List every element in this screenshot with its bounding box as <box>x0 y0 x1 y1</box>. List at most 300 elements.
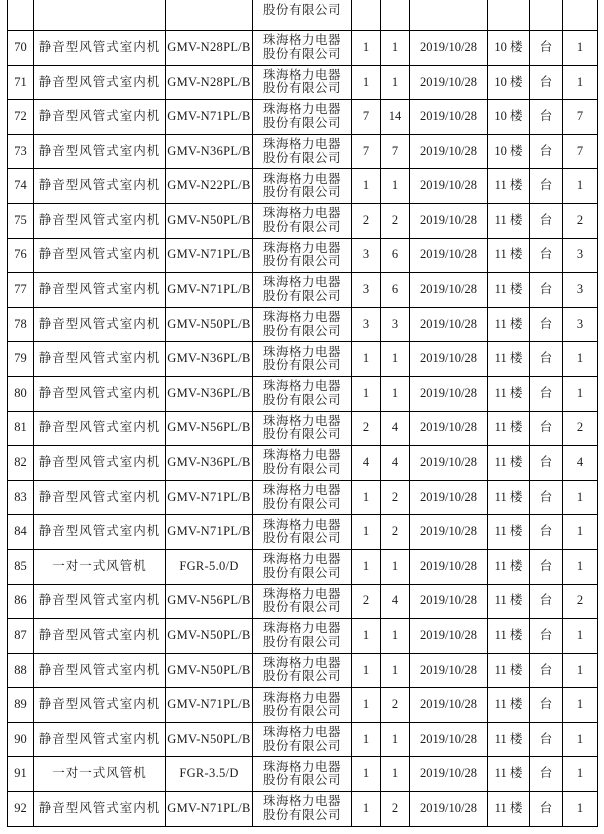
cell-date: 2019/10/28 <box>410 169 488 204</box>
cell-qty-a: 1 <box>352 376 381 411</box>
table-row <box>8 342 598 377</box>
cell-model: GMV-N22PL/B <box>166 169 253 204</box>
cell-model: GMV-N71PL/B <box>166 273 253 308</box>
cell-manufacturer <box>253 342 352 377</box>
cell-no: 70 <box>8 31 34 66</box>
cell-qty-b <box>381 0 410 31</box>
continued-row <box>8 0 598 31</box>
cell-unit: 台 <box>530 480 563 515</box>
manufacturer-line2: 股份有限公司 <box>262 531 341 546</box>
cell-qty-c: 1 <box>563 480 598 515</box>
manufacturer-line1: 珠海格力电器 <box>262 759 341 774</box>
cell-name: 静音型风管式室内机 <box>34 722 166 757</box>
cell-name: 静音型风管式室内机 <box>34 238 166 273</box>
manufacturer-line2: 股份有限公司 <box>262 81 341 96</box>
cell-floor: 11 楼 <box>488 515 530 550</box>
manufacturer-line1: 珠海格力电器 <box>262 67 341 82</box>
cell-name: 静音型风管式室内机 <box>34 342 166 377</box>
cell-floor: 11 楼 <box>488 792 530 827</box>
cell-name: 一对一式风管机 <box>34 549 166 584</box>
manufacturer-line1: 珠海格力电器 <box>262 33 341 48</box>
cell-qty-c: 1 <box>563 376 598 411</box>
cell-model: GMV-N36PL/B <box>166 342 253 377</box>
cell-date: 2019/10/28 <box>410 65 488 100</box>
cell-qty-b: 4 <box>381 446 410 481</box>
table-row <box>8 273 598 308</box>
cell-qty-b: 2 <box>381 480 410 515</box>
cell-qty-b: 3 <box>381 307 410 342</box>
cell-model: GMV-N36PL/B <box>166 134 253 169</box>
cell-manufacturer <box>253 169 352 204</box>
cell-name: 静音型风管式室内机 <box>34 688 166 723</box>
cell-qty-c: 1 <box>563 757 598 792</box>
table-row <box>8 480 598 515</box>
cell-name: 静音型风管式室内机 <box>34 203 166 238</box>
cell-floor: 11 楼 <box>488 584 530 619</box>
manufacturer-line2: 股份有限公司 <box>262 392 341 407</box>
manufacturer-line2: 股份有限公司 <box>262 496 341 511</box>
cell-model: FGR-3.5/D <box>166 757 253 792</box>
cell-date: 2019/10/28 <box>410 757 488 792</box>
cell-date: 2019/10/28 <box>410 238 488 273</box>
cell-model: GMV-N71PL/B <box>166 480 253 515</box>
cell-name: 静音型风管式室内机 <box>34 653 166 688</box>
cell-qty-a: 1 <box>352 31 381 66</box>
cell-name: 静音型风管式室内机 <box>34 411 166 446</box>
cell-name: 静音型风管式室内机 <box>34 169 166 204</box>
cell-manufacturer <box>253 65 352 100</box>
cell-floor: 11 楼 <box>488 757 530 792</box>
cell-no: 87 <box>8 619 34 654</box>
cell-date: 2019/10/28 <box>410 203 488 238</box>
cell-model: GMV-N36PL/B <box>166 376 253 411</box>
cell-qty-a: 1 <box>352 65 381 100</box>
cell-qty-c: 1 <box>563 653 598 688</box>
cell-manufacturer <box>253 376 352 411</box>
cell-manufacturer <box>253 446 352 481</box>
manufacturer-line1: 珠海格力电器 <box>262 275 341 290</box>
cell-qty-a: 4 <box>352 446 381 481</box>
cell-date: 2019/10/28 <box>410 342 488 377</box>
manufacturer-line1: 珠海格力电器 <box>262 137 341 152</box>
cell-qty-c: 1 <box>563 65 598 100</box>
cell-no: 71 <box>8 65 34 100</box>
cell-unit: 台 <box>530 203 563 238</box>
cell-no: 88 <box>8 653 34 688</box>
cell-no: 85 <box>8 549 34 584</box>
manufacturer-line1: 珠海格力电器 <box>262 586 341 601</box>
cell-qty-c: 7 <box>563 100 598 135</box>
cell-unit <box>530 0 563 31</box>
cell-qty-c: 7 <box>563 134 598 169</box>
manufacturer-line2: 股份有限公司 <box>262 704 341 719</box>
cell-qty-c: 1 <box>563 792 598 827</box>
table-row <box>8 65 598 100</box>
cell-qty-c: 1 <box>563 31 598 66</box>
cell-qty-c: 1 <box>563 722 598 757</box>
cell-no: 77 <box>8 273 34 308</box>
cell-manufacturer <box>253 0 352 31</box>
cell-unit: 台 <box>530 65 563 100</box>
table-row <box>8 376 598 411</box>
cell-qty-a: 1 <box>352 688 381 723</box>
cell-no: 76 <box>8 238 34 273</box>
cell-floor: 11 楼 <box>488 307 530 342</box>
cell-qty-b: 7 <box>381 134 410 169</box>
table-row <box>8 722 598 757</box>
cell-qty-c: 1 <box>563 169 598 204</box>
cell-date: 2019/10/28 <box>410 446 488 481</box>
cell-date: 2019/10/28 <box>410 100 488 135</box>
cell-date: 2019/10/28 <box>410 134 488 169</box>
cell-unit: 台 <box>530 446 563 481</box>
table-row <box>8 169 598 204</box>
cell-floor <box>488 0 530 31</box>
manufacturer-line1: 珠海格力电器 <box>262 483 341 498</box>
cell-unit: 台 <box>530 688 563 723</box>
cell-name: 静音型风管式室内机 <box>34 376 166 411</box>
cell-manufacturer <box>253 688 352 723</box>
cell-name: 静音型风管式室内机 <box>34 792 166 827</box>
cell-floor: 11 楼 <box>488 480 530 515</box>
manufacturer-line1: 珠海格力电器 <box>262 690 341 705</box>
manufacturer-line2: 股份有限公司 <box>262 115 341 130</box>
cell-name: 静音型风管式室内机 <box>34 100 166 135</box>
table-row <box>8 203 598 238</box>
cell-floor: 10 楼 <box>488 31 530 66</box>
cell-unit: 台 <box>530 307 563 342</box>
table-row <box>8 549 598 584</box>
table-row <box>8 411 598 446</box>
cell-qty-a: 1 <box>352 549 381 584</box>
cell-qty-b: 1 <box>381 619 410 654</box>
table-row <box>8 688 598 723</box>
manufacturer-line2: 股份有限公司 <box>262 288 341 303</box>
cell-manufacturer <box>253 549 352 584</box>
cell-model: GMV-N56PL/B <box>166 411 253 446</box>
cell-floor: 11 楼 <box>488 688 530 723</box>
cell-qty-c: 3 <box>563 273 598 308</box>
cell-manufacturer <box>253 792 352 827</box>
cell-model: GMV-N50PL/B <box>166 653 253 688</box>
cell-manufacturer <box>253 31 352 66</box>
cell-date: 2019/10/28 <box>410 722 488 757</box>
cell-name: 静音型风管式室内机 <box>34 619 166 654</box>
manufacturer-line1: 珠海格力电器 <box>262 655 341 670</box>
cell-no: 72 <box>8 100 34 135</box>
cell-unit: 台 <box>530 757 563 792</box>
cell-qty-b: 1 <box>381 722 410 757</box>
cell-unit: 台 <box>530 792 563 827</box>
cell-name <box>34 0 166 31</box>
cell-name: 静音型风管式室内机 <box>34 515 166 550</box>
cell-unit: 台 <box>530 31 563 66</box>
cell-qty-a: 3 <box>352 273 381 308</box>
cell-unit: 台 <box>530 342 563 377</box>
cell-date <box>410 0 488 31</box>
cell-manufacturer <box>253 619 352 654</box>
cell-name: 静音型风管式室内机 <box>34 273 166 308</box>
cell-no: 81 <box>8 411 34 446</box>
cell-date: 2019/10/28 <box>410 273 488 308</box>
manufacturer-line2: 股份有限公司 <box>262 150 341 165</box>
manufacturer-line2: 股份有限公司 <box>262 565 341 580</box>
cell-qty-c: 1 <box>563 549 598 584</box>
table-row <box>8 100 598 135</box>
cell-model: GMV-N28PL/B <box>166 65 253 100</box>
cell-unit: 台 <box>530 273 563 308</box>
cell-unit: 台 <box>530 619 563 654</box>
cell-model: GMV-N50PL/B <box>166 307 253 342</box>
cell-model: GMV-N71PL/B <box>166 515 253 550</box>
cell-qty-c: 3 <box>563 307 598 342</box>
manufacturer-line2: 股份有限公司 <box>262 219 341 234</box>
cell-date: 2019/10/28 <box>410 549 488 584</box>
cell-floor: 11 楼 <box>488 238 530 273</box>
manufacturer-line2: 股份有限公司 <box>262 3 341 17</box>
cell-qty-c: 2 <box>563 584 598 619</box>
cell-qty-b: 4 <box>381 584 410 619</box>
table-row <box>8 619 598 654</box>
cell-no: 90 <box>8 722 34 757</box>
cell-model: GMV-N71PL/B <box>166 100 253 135</box>
manufacturer-line2: 股份有限公司 <box>262 600 341 615</box>
cell-manufacturer <box>253 273 352 308</box>
cell-qty-a: 1 <box>352 619 381 654</box>
cell-manufacturer <box>253 653 352 688</box>
cell-name: 静音型风管式室内机 <box>34 31 166 66</box>
table-row <box>8 653 598 688</box>
manufacturer-line1: 珠海格力电器 <box>262 171 341 186</box>
manufacturer-line1: 珠海格力电器 <box>262 310 341 325</box>
cell-manufacturer <box>253 238 352 273</box>
cell-date: 2019/10/28 <box>410 653 488 688</box>
cell-model: GMV-N50PL/B <box>166 619 253 654</box>
cell-unit: 台 <box>530 134 563 169</box>
table-row <box>8 31 598 66</box>
cell-manufacturer <box>253 203 352 238</box>
cell-model: GMV-N50PL/B <box>166 722 253 757</box>
cell-qty-c: 4 <box>563 446 598 481</box>
cell-qty-c: 1 <box>563 619 598 654</box>
cell-qty-b: 1 <box>381 653 410 688</box>
cell-date: 2019/10/28 <box>410 411 488 446</box>
cell-qty-b: 1 <box>381 549 410 584</box>
cell-model: GMV-N71PL/B <box>166 688 253 723</box>
manufacturer-line2: 股份有限公司 <box>262 427 341 442</box>
cell-qty-a: 1 <box>352 515 381 550</box>
cell-name: 静音型风管式室内机 <box>34 134 166 169</box>
table-body <box>8 0 598 826</box>
cell-qty-b: 2 <box>381 688 410 723</box>
cell-no: 73 <box>8 134 34 169</box>
cell-unit: 台 <box>530 549 563 584</box>
cell-qty-b: 6 <box>381 238 410 273</box>
cell-name: 静音型风管式室内机 <box>34 584 166 619</box>
manufacturer-line1: 珠海格力电器 <box>262 621 341 636</box>
cell-qty-a: 7 <box>352 134 381 169</box>
cell-manufacturer <box>253 722 352 757</box>
cell-no: 83 <box>8 480 34 515</box>
cell-qty-b: 1 <box>381 169 410 204</box>
cell-date: 2019/10/28 <box>410 376 488 411</box>
cell-date: 2019/10/28 <box>410 619 488 654</box>
manufacturer-line1: 珠海格力电器 <box>262 379 341 394</box>
cell-model: GMV-N56PL/B <box>166 584 253 619</box>
cell-date: 2019/10/28 <box>410 307 488 342</box>
cell-qty-b: 4 <box>381 411 410 446</box>
cell-qty-c: 2 <box>563 203 598 238</box>
manufacturer-line1: 珠海格力电器 <box>262 517 341 532</box>
cell-manufacturer <box>253 584 352 619</box>
cell-qty-a: 1 <box>352 722 381 757</box>
cell-no: 82 <box>8 446 34 481</box>
cell-date: 2019/10/28 <box>410 688 488 723</box>
cell-model: GMV-N28PL/B <box>166 31 253 66</box>
cell-date: 2019/10/28 <box>410 584 488 619</box>
table-row <box>8 307 598 342</box>
cell-unit: 台 <box>530 653 563 688</box>
manufacturer-line2: 股份有限公司 <box>262 185 341 200</box>
cell-no: 84 <box>8 515 34 550</box>
cell-floor: 11 楼 <box>488 411 530 446</box>
cell-qty-c: 1 <box>563 688 598 723</box>
cell-model: FGR-5.0/D <box>166 549 253 584</box>
cell-qty-a: 1 <box>352 792 381 827</box>
manufacturer-line2: 股份有限公司 <box>262 461 341 476</box>
cell-qty-a: 1 <box>352 653 381 688</box>
cell-no: 79 <box>8 342 34 377</box>
cell-qty-b: 2 <box>381 792 410 827</box>
cell-floor: 11 楼 <box>488 376 530 411</box>
cell-floor: 11 楼 <box>488 549 530 584</box>
cell-name: 静音型风管式室内机 <box>34 307 166 342</box>
cell-qty-c: 3 <box>563 238 598 273</box>
cell-manufacturer <box>253 100 352 135</box>
cell-floor: 11 楼 <box>488 619 530 654</box>
cell-floor: 11 楼 <box>488 722 530 757</box>
table-row <box>8 584 598 619</box>
manufacturer-line1: 珠海格力电器 <box>262 725 341 740</box>
cell-qty-b: 1 <box>381 31 410 66</box>
manufacturer-line2: 股份有限公司 <box>262 634 341 649</box>
cell-floor: 10 楼 <box>488 134 530 169</box>
table-row <box>8 446 598 481</box>
cell-name: 静音型风管式室内机 <box>34 65 166 100</box>
manufacturer-line1: 珠海格力电器 <box>262 448 341 463</box>
cell-qty-c: 2 <box>563 411 598 446</box>
cell-unit: 台 <box>530 411 563 446</box>
table-row <box>8 792 598 827</box>
cell-floor: 11 楼 <box>488 203 530 238</box>
manufacturer-line2: 股份有限公司 <box>262 669 341 684</box>
cell-model <box>166 0 253 31</box>
cell-qty-a: 7 <box>352 100 381 135</box>
cell-qty-b: 1 <box>381 376 410 411</box>
cell-unit: 台 <box>530 584 563 619</box>
cell-manufacturer <box>253 411 352 446</box>
cell-qty-b: 14 <box>381 100 410 135</box>
manufacturer-line2: 股份有限公司 <box>262 254 341 269</box>
cell-no <box>8 0 34 31</box>
cell-qty-b: 6 <box>381 273 410 308</box>
cell-floor: 11 楼 <box>488 273 530 308</box>
manufacturer-line1: 珠海格力电器 <box>262 206 341 221</box>
cell-qty-a: 3 <box>352 307 381 342</box>
table-row <box>8 515 598 550</box>
cell-model: GMV-N71PL/B <box>166 792 253 827</box>
cell-floor: 10 楼 <box>488 65 530 100</box>
cell-qty-c: 1 <box>563 515 598 550</box>
cell-no: 92 <box>8 792 34 827</box>
cell-qty-c <box>563 0 598 31</box>
cell-floor: 11 楼 <box>488 169 530 204</box>
cell-qty-b: 2 <box>381 203 410 238</box>
cell-model: GMV-N50PL/B <box>166 203 253 238</box>
cell-qty-a: 1 <box>352 169 381 204</box>
cell-qty-b: 2 <box>381 515 410 550</box>
manufacturer-line2: 股份有限公司 <box>262 773 341 788</box>
manufacturer-line1: 珠海格力电器 <box>262 344 341 359</box>
manufacturer-line1: 珠海格力电器 <box>262 240 341 255</box>
manufacturer-line1: 珠海格力电器 <box>262 552 341 567</box>
manufacturer-line2: 股份有限公司 <box>262 46 341 61</box>
cell-floor: 11 楼 <box>488 653 530 688</box>
manufacturer-line2: 股份有限公司 <box>262 738 341 753</box>
cell-unit: 台 <box>530 238 563 273</box>
cell-name: 静音型风管式室内机 <box>34 480 166 515</box>
cell-manufacturer <box>253 757 352 792</box>
cell-date: 2019/10/28 <box>410 31 488 66</box>
cell-unit: 台 <box>530 100 563 135</box>
table-row <box>8 134 598 169</box>
cell-model: GMV-N71PL/B <box>166 238 253 273</box>
cell-qty-b: 1 <box>381 342 410 377</box>
cell-date: 2019/10/28 <box>410 480 488 515</box>
manufacturer-line1: 珠海格力电器 <box>262 413 341 428</box>
cell-manufacturer <box>253 307 352 342</box>
cell-qty-a <box>352 0 381 31</box>
table-row <box>8 238 598 273</box>
manufacturer-line2: 股份有限公司 <box>262 358 341 373</box>
cell-name: 静音型风管式室内机 <box>34 446 166 481</box>
manufacturer-line1: 珠海格力电器 <box>262 102 341 117</box>
cell-no: 78 <box>8 307 34 342</box>
cell-qty-b: 1 <box>381 65 410 100</box>
cell-floor: 11 楼 <box>488 446 530 481</box>
cell-unit: 台 <box>530 722 563 757</box>
cell-qty-a: 3 <box>352 238 381 273</box>
cell-name: 一对一式风管机 <box>34 757 166 792</box>
cell-no: 80 <box>8 376 34 411</box>
cell-floor: 11 楼 <box>488 342 530 377</box>
cell-qty-c: 1 <box>563 342 598 377</box>
manufacturer-line1: 珠海格力电器 <box>262 794 341 809</box>
cell-no: 86 <box>8 584 34 619</box>
cell-no: 75 <box>8 203 34 238</box>
cell-manufacturer <box>253 480 352 515</box>
manufacturer-line2: 股份有限公司 <box>262 807 341 822</box>
cell-no: 74 <box>8 169 34 204</box>
cell-model: GMV-N36PL/B <box>166 446 253 481</box>
manufacturer-line2: 股份有限公司 <box>262 323 341 338</box>
cell-unit: 台 <box>530 376 563 411</box>
cell-qty-a: 1 <box>352 480 381 515</box>
cell-manufacturer <box>253 515 352 550</box>
cell-no: 91 <box>8 757 34 792</box>
cell-date: 2019/10/28 <box>410 792 488 827</box>
cell-qty-a: 1 <box>352 757 381 792</box>
